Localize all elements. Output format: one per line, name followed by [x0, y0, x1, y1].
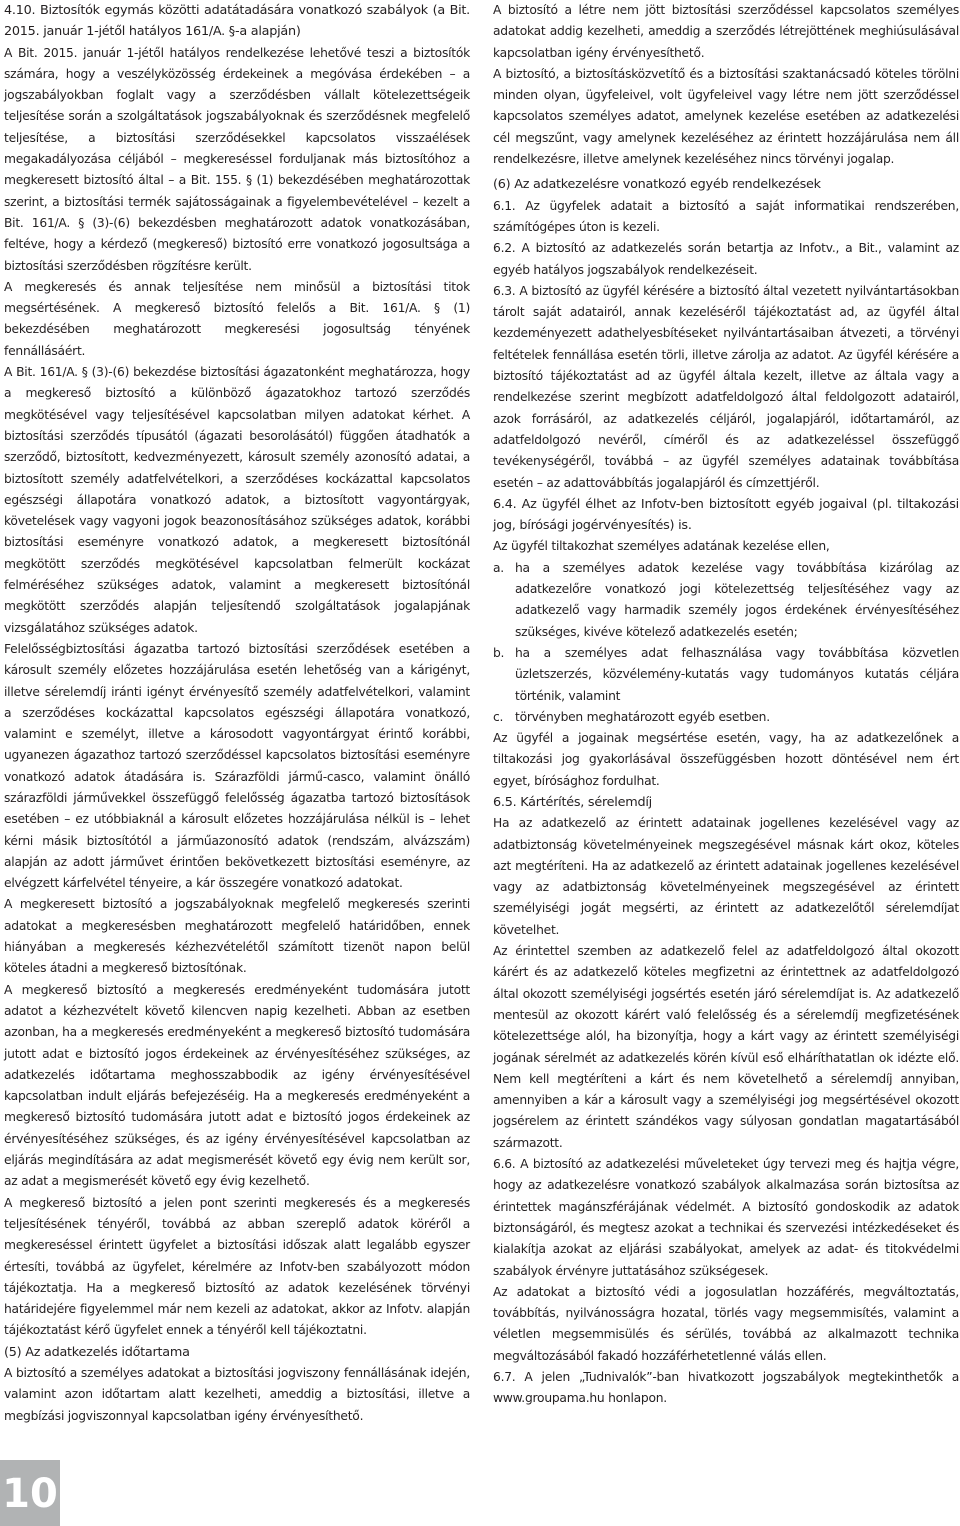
list-marker: c. [493, 709, 504, 724]
left-column [4, 0, 470, 1427]
section-heading-6: (6) Az adatkezelésre vonatkozó egyéb rendelkezések [493, 177, 821, 193]
list-item-text: ha a személyes adatok kezelése vagy továbbítása kizárólag az adatkezelőre vonatkozó jogi kötelezettség teljesítéséhez vagy az adatkezelő vagy harmadik személy jogos érdekének érvényesítéséhez szükséges, kivéve kötelező adatkezelés esetén; [515, 560, 959, 639]
body-paragraph: Ha az adatkezelő az érintett adatainak jogellenes kezelésével vagy az adatbiztonság követelményeinek megszegésével másnak kárt okoz, köteles azt megtéríteni. Ha az adatkezelő az érintett adatainak jogellenes kezelésével vagy az adatbiztonság követelményeinek megszegésével az érintett személyiségi jogát megsérti, az érintett az adatkezelőtől sérelemdíjat követelhet. [493, 816, 959, 937]
body-paragraph: 6.2. A biztosító az adatkezelés során betartja az Infotv., a Bit., valamint az egyéb hatályos jogszabályok rendelkezéseit. [493, 241, 959, 277]
list-marker: a. [493, 560, 504, 575]
list-item [493, 558, 959, 643]
body-paragraph: A Bit. 2015. január 1-jétől hatályos rendelkezése lehetővé teszi a biztosítók számára, hogy a veszélyközösség érdekeinek a megóvása érdekében – a jogszabályokban foglalt vagy a szerződésben vállalt kötelezettségeik teljesítése során a szolgáltatások jogszabályoknak és szerződésnek megfelelő teljesítése, a biztosítási szerződésekkel kapcsolatos visszaélések megakadályozása céljából – megkereséssel forduljanak más biztosítóhoz a megkeresett biztosító által – a Bit. 155. § (1) bekezdésében meghatározottak szerint, a biztosítási termék sajátosságainak a figyelembevételével – kezelt a Bit. 161/A. § (3)-(6) bekezdésben meghatározott adatok vonatkozásában, feltéve, hogy a kérdező (megkereső) biztosító erre vonatkozó jogosultsága a biztosítási szerződésben rögzítésre került. [4, 45, 470, 273]
body-paragraph: A megkeresett biztosító a jogszabályoknak megfelelő megkeresés szerinti adatokat a megkeresésben meghatározott megfelelő határidőben, ennek hiányában a megkeresés kézhezvételétől számított tizenöt napon belül köteles átadni a megkereső biztosítónak. [4, 897, 470, 976]
body-paragraph: A megkereső biztosító a megkeresés eredményeként tudomására jutott adatot a kézhezvételt követő kilencven napig kezelheti. Abban az esetben azonban, ha a megkeresés eredményeként a megkereső biztosító tudomására jutott adat e biztosító jogos érdekeinek az érvényesítéséhez szükséges, az adatkezelés időtartama meghosszabbodik az igény érvényesítésével kapcsolatban indult eljárás befejezéséig. Ha a megkeresés eredményeként a megkereső biztosító tudomására jutott adat e biztosító jogos érdekeinek az érvényesítéséhez szükséges, és az igény érvényesítésével kapcsolatban az eljárás megindítására az adat megismerését követő egy évig nem került sor, az adat a megismerését követő egy évig kezelhető. [4, 982, 470, 1189]
body-paragraph: 6.6. A biztosító az adatkezelési műveleteket úgy tervezi meg és hajtja végre, hogy az adatkezelésre vonatkozó szabályok alkalmazása során biztosítsa az érintettek magánszférájának védelmét. A biztosító gondoskodik az adatok biztonságáról, és megtesz azokat a technikai és szervezési intézkedéseket és kialakítja azokat az eljárási szabályokat, amelyek az adat- és titokvédelmi szabályok érvényre juttatásához szükségesek. [493, 1157, 959, 1278]
body-paragraph: Az érintettel szemben az adatkezelő felel az adatfeldolgozó által okozott kárért és az adatkezelő köteles megfizetni az érintettnek az adatfeldolgozó által okozott személyiségi jogsértés esetén járó sérelemdíjat is. Az adatkezelő mentesül az okozott kárért való felelősség és a sérelemdíj megfizetésének kötelezettsége alól, ha bizonyítja, hogy a kárt vagy az érintett személyiségi jogának sérelmét az adatkezelés körén kívül eső elháríthatatlan ok idézte elő. Nem kell megtéríteni a kárt és nem követelhető a sérelemdíj annyiban, amennyiben a kár a károsult vagy a személyiségi jog megsértésével okozott jogsérelem az érintett szándékos vagy súlyosan gondatlan magatartásából származott. [493, 944, 959, 1150]
body-paragraph: Az ügyfél a jogainak megsértése esetén, vagy, ha az adatkezelőnek a tiltakozási jog gyakorlásával összefüggésben hozott döntésével nem ért egyet, bírósághoz fordulhat. [493, 731, 959, 788]
body-paragraph: Az ügyfél tiltakozhat személyes adatának kezelése ellen, [493, 539, 830, 554]
body-paragraph: A biztosító a személyes adatokat a biztosítási jogviszony fennállásának idején, valamint azon időtartam alatt kezelheti, ameddig a biztosítási, illetve a megbízási jogviszonnyal kapcsolatban igény érvényesíthető. [4, 1366, 470, 1423]
body-paragraph: A biztosító a létre nem jött biztosítási szerződéssel kapcsolatos személyes adatokat addig kezelheti, ameddig a szerződés létrejöttének meghiúsulásával kapcsolatban igény érvényesíthető. [493, 3, 959, 60]
body-paragraph: A Bit. 161/A. § (3)-(6) bekezdése biztosítási ágazatonként meghatározza, hogy a megkereső biztosító a különböző ágazatokhoz tartozó szerződés megkötésével vagy teljesítésével kapcsolatban milyen adatokat kérhet. A biztosítási szerződés típusától (ágazati besorolásától) függően átadhatók a szerződő, biztosított, kedvezményezett, károsult személy azonosító adatai, a biztosított személy adatfelvételkori, a szerződéses kockázattal kapcsolatos egészségi állapotára vonatkozó adatok, a biztosított vagyontárgyak, követelések vagy vagyoni jogok beazonosításához szükséges adatok, korábbi biztosítási eseményre vonatkozó adatok, a megkeresett biztosítónál megkötött szerződés megkötésével kapcsolatban felmerült kockázat felméréséhez szükséges adatok, valamint a megkeresett biztosítónál megkötött szerződés alapján teljesítendő szolgáltatások jogalapjának vizsgálatához szükséges adatok. [4, 365, 470, 635]
body-paragraph: A biztosító, a biztosításközvetítő és a biztosítási szaktanácsadó köteles törölni minden olyan, ügyfeleivel, volt ügyfeleivel vagy létre nem jött szerződéssel kapcsolatos személyes adatot, amelynek kezelése esetében az adatkezelési cél megszűnt, vagy amelynek kezeléséhez az érintett hozzájárulása nem áll rendelkezésre, illetve amelynek kezeléséhez nincs törvényi jogalap. [493, 66, 959, 167]
body-paragraph: A megkeresés és annak teljesítése nem minősül a biztosítási titok megsértésének. A megkereső biztosító felelős a Bit. 161/A. § (1) bekezdésében meghatározott megkeresési jogosultság tényének fennállásáért. [4, 279, 470, 358]
section-heading-6-4: 6.4. Az ügyfél élhet az Infotv-ben biztosított egyéb jogaival (pl. tiltakozási jog, bírósági jogérvényesítés) is. [493, 496, 959, 534]
section-heading-6-5: 6.5. Kártérítés, sérelemdíj [493, 794, 652, 810]
page-number: 10 [2, 1471, 58, 1517]
body-paragraph: 6.7. A jelen „Tudnivalók”-ban hivatkozott jogszabályok megtekinthetők a www.groupama.hu honlapon. [493, 1370, 959, 1406]
list-item [493, 643, 959, 707]
body-paragraph: Az adatokat a biztosító védi a jogosulatlan hozzáférés, megváltoztatás, továbbítás, nyilvánosságra hozatal, törlés vagy megsemmisítés, valamint a véletlen megsemmisülés és sérülés, továbbá az alkalmazott technika megváltozásából fakadó hozzáférhetetlenné válás ellen. [493, 1284, 959, 1363]
list-marker: b. [493, 645, 505, 660]
body-paragraph: 6.3. A biztosító az ügyfél kérésére a biztosító által vezetett nyilvántartásokban tárolt saját adatairól, annak kezeléséről tájékoztatást ad, az ügyfél által kezdeményezett adathelyesbítéseket nyilvántartásaiban átvezeti, a törvényi feltételek fennállása esetén törli, illetve zárolja az adatot. Az ügyfél kérésére a biztosító tájékoztatást ad az ügyfél általa kezelt, illetve az általa vagy a rendelkezése szerint megbízott adatfeldolgozó által feldolgozott adatairól, azok forrásáról, az adatkezelés céljáról, jogalapjáról, időtartamáról, az adatfeldolgozó nevéről, címéről és az adatkezeléssel összefüggő tevékenységéről, továbbá – az ügyfél személyes adatainak továbbítása esetén – az adattovábbítás jogalapjáról és címzettjéről. [493, 283, 959, 490]
body-paragraph: A megkereső biztosító a jelen pont szerinti megkeresés és a megkeresés teljesítésének tényéről, továbbá az abban szereplő adatok köréről a megkereséssel érintett ügyfelet a biztosítási időszak alatt legalább egyszer értesíti, továbbá az ügyfelet, kérelmére az Infotv-ben szabályozott módon tájékoztatja. Ha a megkereső biztosító az adatok kezelésének törvényi határidejére figyelemmel már nem kezeli az adatokat, akkor az Infotv. alapján tájékoztatást kérő ügyfelet ennek a tényéről kell tájékoztatni. [4, 1195, 470, 1338]
section-heading-5: (5) Az adatkezelés időtartama [4, 1344, 190, 1360]
list-item [493, 707, 959, 728]
body-paragraph: 6.1. Az ügyfelek adatait a biztosító a saját informatikai rendszerében, számítógépes úton is kezeli. [493, 198, 959, 234]
list-item-text: ha a személyes adat felhasználása vagy továbbítása közvetlen üzletszerzés, közvélemény-kutatás vagy tudományos kutatás céljára történik, valamint [515, 645, 959, 703]
body-paragraph: Felelősségbiztosítási ágazatba tartozó biztosítási szerződések esetében a károsult személy előzetes hozzájárulása esetén lehetőség van a kárigényt, illetve sérelemdíj iránti igényt érvényesítő személy adatfelvételkori, valamint a szerződéses kockázattal kapcsolatos egészségi állapotára vonatkozó, valamint e személyt, illetve a károsodott vagyontárgyat érintő korábbi, ugyanezen ágazathoz tartozó szerződéssel kapcsolatos biztosítási eseményre vonatkozó adatok átadására is. Szárazföldi jármű-casco, valamint önálló szárazföldi járművekkel összefüggő felelősség ágazatba tartozó biztosítások esetében – ez utóbbiaknál a károsult előzetes hozzájárulása nélkül is – lehet kérni másik biztosítótól a járműazonosító adatok (rendszám, alvázszám) alapján az adott járművet érintően bekövetkezett biztosítási eseményre, az elvégzett kárfelvétel tényeire, a kár összegére vonatkozó adatokat. [4, 641, 470, 891]
section-heading-4-10: 4.10. Biztosítók egymás közötti adatátadására vonatkozó szabályok (a Bit. 2015. január 1-jétől hatályos 161/A. §-a alapján) [4, 3, 470, 40]
right-column [493, 0, 959, 1410]
page-number-box [0, 1460, 60, 1526]
list-item-text: törvényben meghatározott egyéb esetben. [515, 709, 770, 724]
